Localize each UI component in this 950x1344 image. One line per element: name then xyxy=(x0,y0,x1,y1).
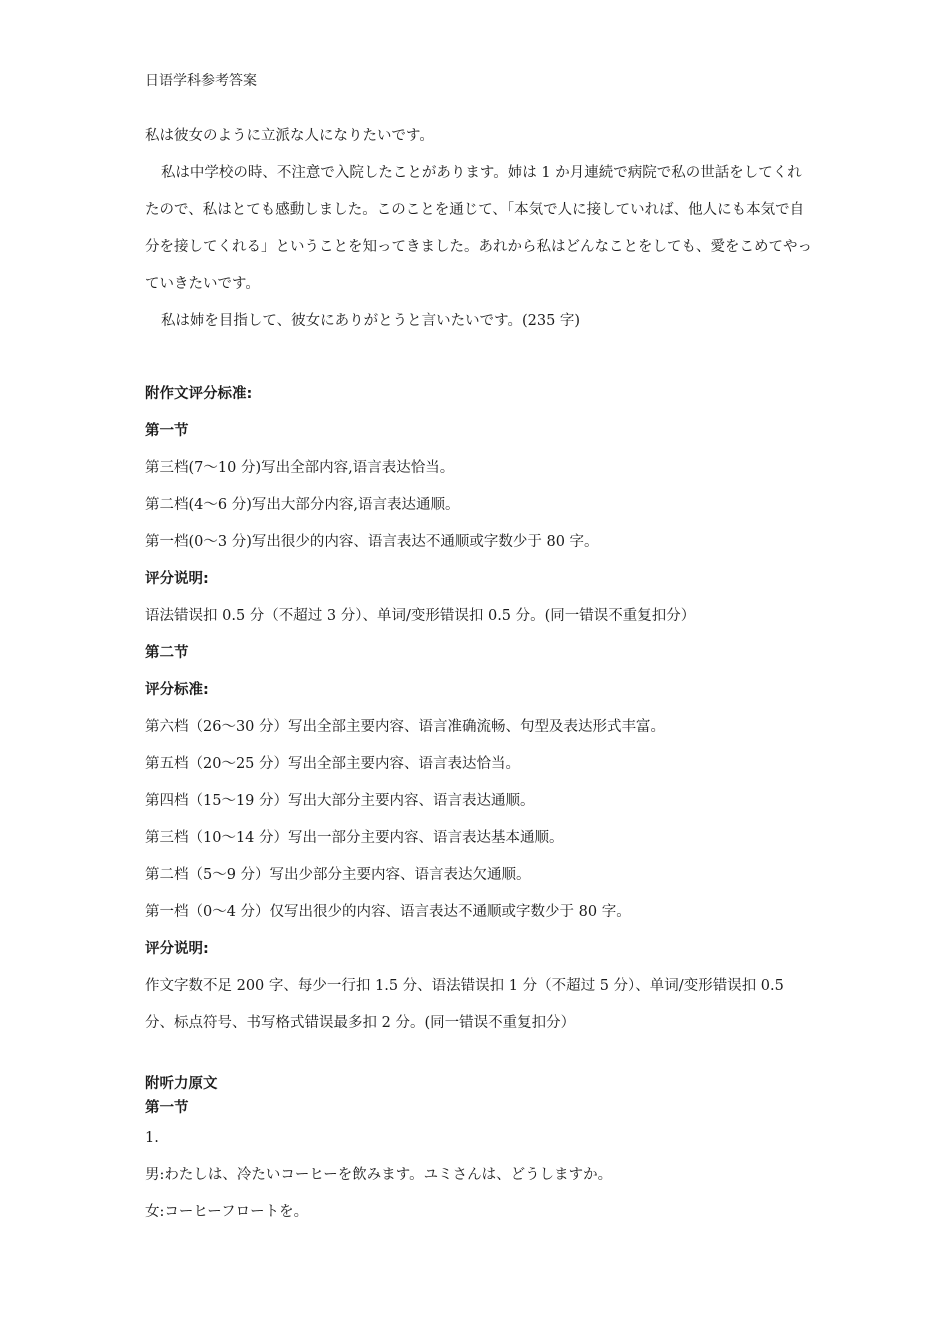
document-body xyxy=(145,118,813,1231)
s1-grade-line: 第二档(4～6 分)写出大部分内容,语言表达通顺。 xyxy=(145,497,460,513)
s2-grade-line: 第六档（26～30 分）写出全部主要内容、语言准确流畅、句型及表达形式丰富。 xyxy=(145,719,666,735)
listening-section-heading: 第一节 xyxy=(145,1100,189,1116)
s2-note-heading: 评分说明: xyxy=(145,941,209,957)
s1-grade-line: 第三档(7～10 分)写出全部内容,语言表达恰当。 xyxy=(145,460,455,476)
s1-note: 语法错误扣 0.5 分（不超过 3 分）、单词/变形错误扣 0.5 分。(同一错误不重复扣分） xyxy=(145,608,696,624)
s2-grade-line: 第一档（0～4 分）仅写出很少的内容、语言表达不通顺或字数少于 80 字。 xyxy=(145,904,631,920)
s2-grade-line: 第四档（15～19 分）写出大部分主要内容、语言表达通顺。 xyxy=(145,793,535,809)
s1-grade-line: 第一档(0～3 分)写出很少的内容、语言表达不通顺或字数少于 80 字。 xyxy=(145,534,599,550)
essay-paragraph-3: 私は姉を目指して、彼女にありがとうと言いたいです。(235 字) xyxy=(160,313,581,329)
s1-note-heading: 评分说明: xyxy=(145,571,209,587)
spacer xyxy=(145,340,813,376)
listening-dialogue-line: 女:コーヒーフロートを。 xyxy=(145,1204,309,1220)
s2-note: 作文字数不足 200 字、每少一行扣 1.5 分、语法错误扣 1 分（不超过 5 分）、单词/变形错误扣 0.5 分、标点符号、书写格式错误最多扣 2 分。(同一错误不重复扣分） xyxy=(145,978,784,1031)
s2-grade-line: 第三档（10～14 分）写出一部分主要内容、语言表达基本通顺。 xyxy=(145,830,564,846)
section-1-heading: 第一节 xyxy=(145,423,189,439)
criteria-title: 附作文评分标准: xyxy=(145,386,253,402)
s2-standard-heading: 评分标准: xyxy=(145,682,209,698)
essay-paragraph-1: 私は彼女のように立派な人になりたいです。 xyxy=(145,128,434,144)
s2-grade-line: 第五档（20～25 分）写出全部主要内容、语言表达恰当。 xyxy=(145,756,521,772)
essay-paragraph-2: 私は中学校の時、不注意で入院したことがあります。姉は 1 か月連続で病院で私の世話をしてくれたので、私はとても感動しました。このことを通じて、「本気で人に接していれば、他人にも本気で自分を接してくれる」ということを知ってきました。あれから私はどんなことをしても、愛をこめてやっていきたいです。 xyxy=(145,165,812,292)
page-header: 日语学科参考答案 xyxy=(145,73,257,89)
listening-title: 附听力原文 xyxy=(145,1076,218,1092)
listening-item-number: 1. xyxy=(145,1130,159,1146)
section-2-heading: 第二节 xyxy=(145,645,189,661)
s2-grade-line: 第二档（5～9 分）写出少部分主要内容、语言表达欠通顺。 xyxy=(145,867,531,883)
listening-dialogue-line: 男:わたしは、冷たいコーヒーを飲みます。ユミさんは、どうしますか。 xyxy=(145,1167,613,1183)
